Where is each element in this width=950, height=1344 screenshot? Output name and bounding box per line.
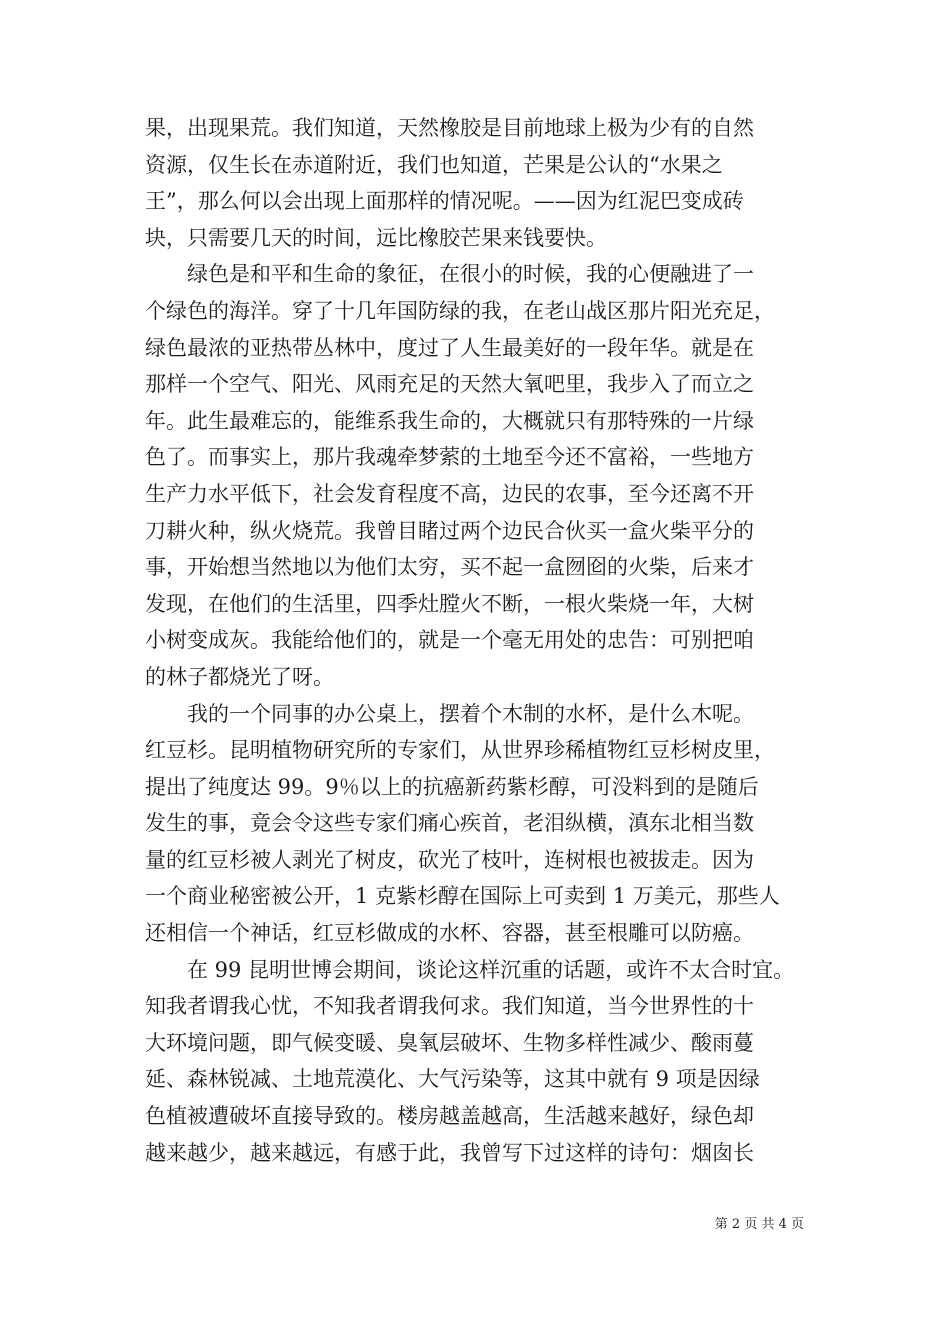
text-line: 生产力水平低下，社会发育程度不高，边民的农事，至今还离不开 [145,481,754,506]
text-line: 大环境问题，即气候变暖、臭氧层破坏、生物多样性减少、酸雨蔓 [145,1030,754,1055]
text-line: 资源，仅生长在赤道附近，我们也知道，芒果是公认的“水果之 [145,152,723,177]
text-line: 色植被遭破坏直接导致的。楼房越盖越高，生活越来越好，绿色却 [145,1104,754,1129]
text-line: 提出了纯度达 99。9％以上的抗癌新药紫杉醇，可没料到的是随后 [145,774,759,799]
text-line-first: 在 99 昆明世博会期间，谈论这样沉重的话题，或许不太合时宜。 [187,957,795,982]
text-line: 越来越少，越来越远，有感于此，我曾写下过这样的诗句：烟囱长 [145,1140,754,1165]
text-line: 个绿色的海洋。穿了十几年国防绿的我，在老山战区那片阳光充足， [145,298,775,323]
text-line: 刀耕火种，纵火烧荒。我曾目睹过两个边民合伙买一盒火柴平分的 [145,518,754,543]
text-line: 量的红豆杉被人剥光了树皮，砍光了枝叶，连树根也被拔走。因为 [145,847,754,872]
text-line: 那样一个空气、阳光、风雨充足的天然大氧吧里，我步入了而立之 [145,372,754,397]
text-line: 绿色最浓的亚热带丛林中，度过了人生最美好的一段年华。就是在 [145,335,754,360]
page-number-footer: 第 2 页 共 4 页 [714,1217,804,1232]
document-body [145,110,805,1171]
text-line: 一个商业秘密被公开，1 克紫杉醇在国际上可卖到 1 万美元，那些人 [145,884,780,909]
text-line: 红豆杉。昆明植物研究所的专家们，从世界珍稀植物红豆杉树皮里， [145,738,775,763]
text-line: 年。此生最难忘的，能维系我生命的，大概就只有那特殊的一片绿 [145,408,754,433]
paragraph-3 [145,696,805,952]
text-line: 小树变成灰。我能给他们的，就是一个毫无用处的忠告：可别把咱 [145,628,754,653]
text-line: 事，开始想当然地以为他们太穷，买不起一盒囫囵的火柴，后来才 [145,555,754,580]
text-line: 的林子都烧光了呀。 [145,664,334,689]
text-line: 延、森林锐减、土地荒漠化、大气污染等，这其中就有 9 项是因绿 [145,1067,760,1092]
text-line: 还相信一个神话，红豆杉做成的水杯、容器，甚至根雕可以防癌。 [145,921,754,946]
text-line: 块，只需要几天的时间，远比橡胶芒果来钱要快。 [145,225,607,250]
text-line: 发生的事，竟会令这些专家们痛心疾首，老泪纵横，滇东北相当数 [145,811,754,836]
text-line: 知我者谓我心忧，不知我者谓我何求。我们知道，当今世界性的十 [145,994,754,1019]
text-line: 果，出现果荒。我们知道，天然橡胶是目前地球上极为少有的自然 [145,116,754,140]
text-line: 王”，那么何以会出现上面那样的情况呢。——因为红泥巴变成砖 [145,189,744,214]
paragraph-2 [145,256,805,695]
text-line-first: 我的一个同事的办公桌上，摆着个木制的水杯，是什么木呢。 [187,701,754,726]
paragraph-1 [145,110,805,256]
text-line-first: 绿色是和平和生命的象征，在很小的时候，我的心便融进了一 [187,262,754,287]
text-line: 色了。而事实上，那片我魂牵梦萦的土地至今还不富裕，一些地方 [145,445,754,470]
text-line: 发现，在他们的生活里，四季灶膛火不断，一根火柴烧一年，大树 [145,591,754,616]
paragraph-4 [145,952,805,1172]
